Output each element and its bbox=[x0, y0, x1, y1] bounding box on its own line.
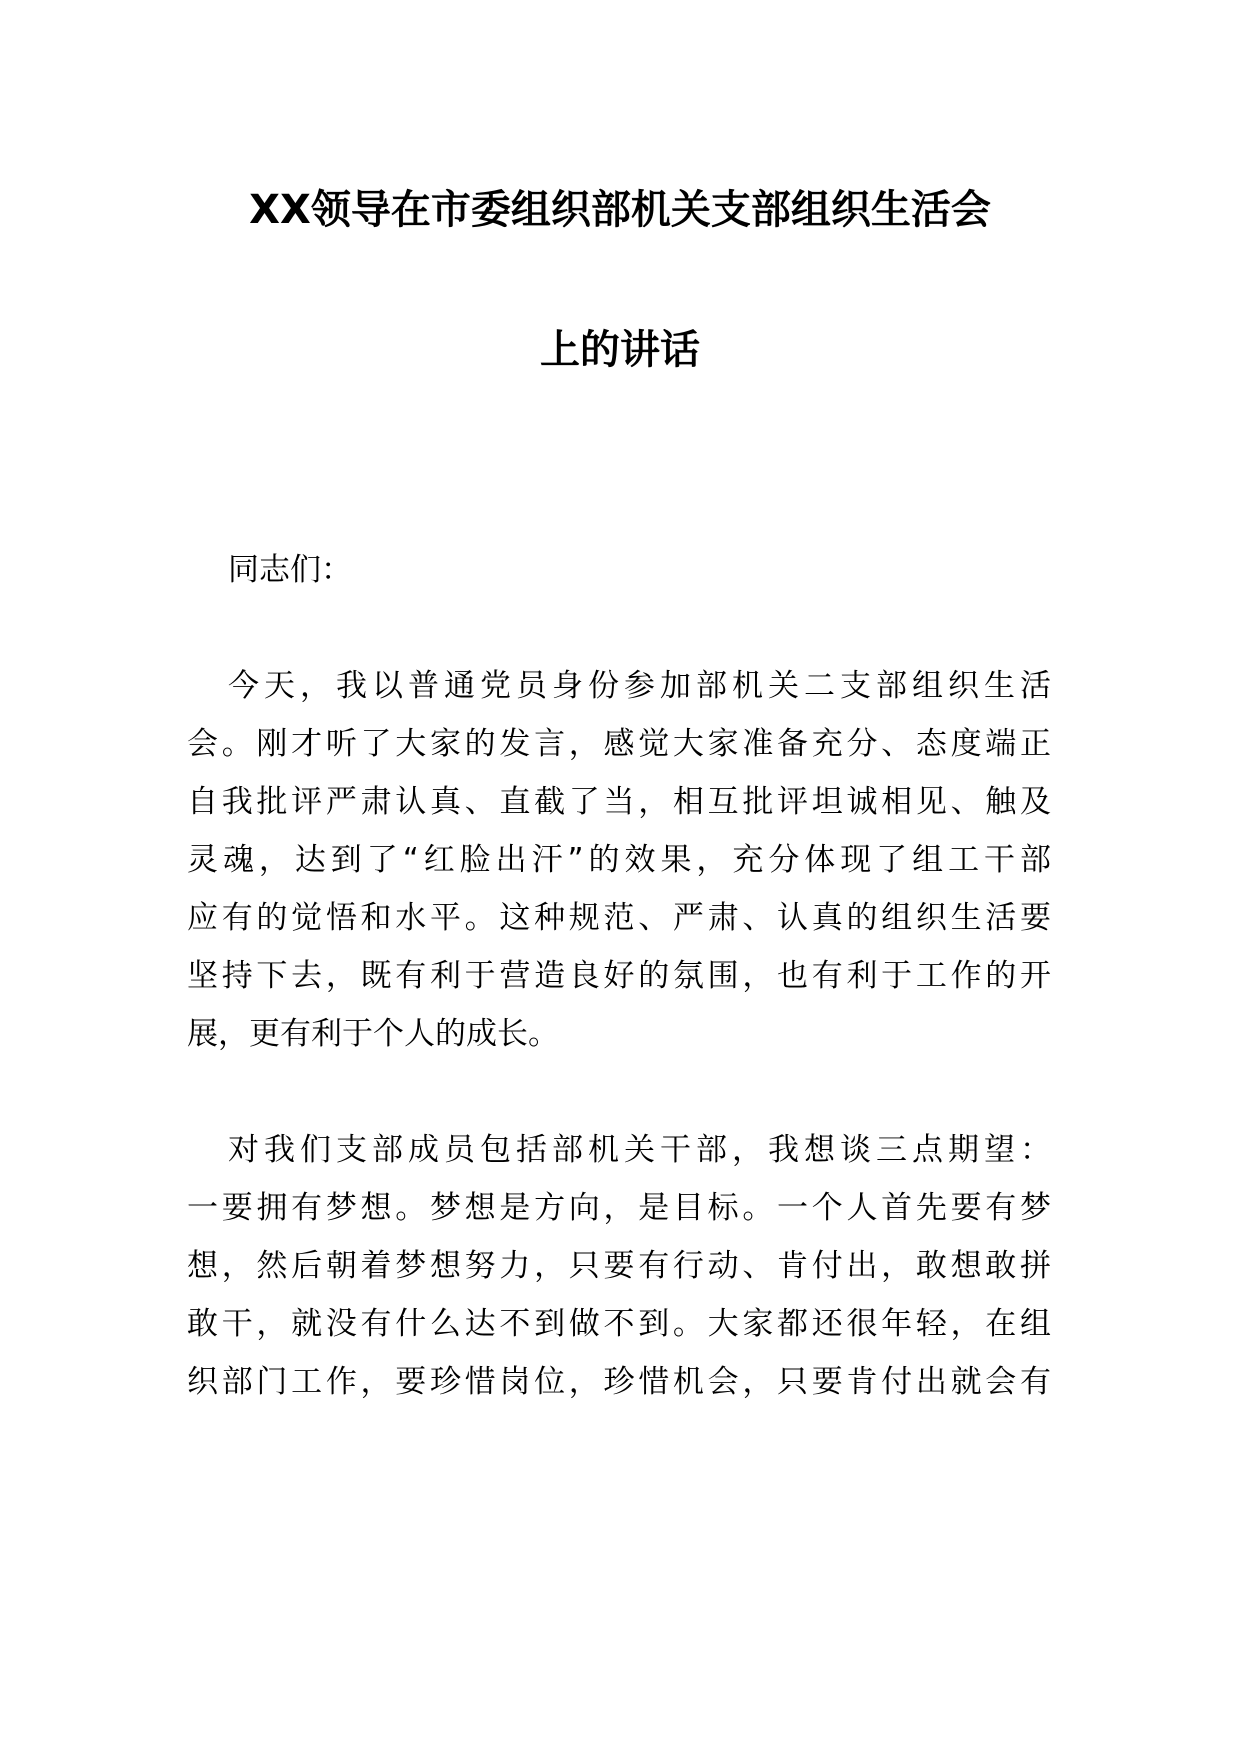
salutation: 同志们： bbox=[228, 552, 352, 588]
text-line: 展，更有利于个人的成长。 bbox=[187, 1016, 559, 1052]
text-line: 敢干，就没有什么达不到做不到。大家都还很年轻，在组 bbox=[187, 1306, 1051, 1342]
text-line: 会。刚才听了大家的发言，感觉大家准备充分、态度端正 bbox=[187, 726, 1051, 762]
text-line: 灵魂，达到了“红脸出汗”的效果，充分体现了组工干部 bbox=[187, 842, 1051, 878]
text-line: 坚持下去，既有利于营造良好的氛围，也有利于工作的开 bbox=[187, 958, 1051, 994]
text-line: 想，然后朝着梦想努力，只要有行动、肯付出，敢想敢拼 bbox=[187, 1248, 1051, 1284]
text-line: 织部门工作，要珍惜岗位，珍惜机会，只要肯付出就会有 bbox=[187, 1364, 1051, 1400]
text-line: 应有的觉悟和水平。这种规范、严肃、认真的组织生活要 bbox=[187, 900, 1051, 936]
text-line: 一要拥有梦想。梦想是方向，是目标。一个人首先要有梦 bbox=[187, 1190, 1051, 1226]
document-title-line-2: 上的讲话 bbox=[540, 327, 700, 373]
text-line: 自我批评严肃认真、直截了当，相互批评坦诚相见、触及 bbox=[187, 784, 1051, 820]
text-line: 今天，我以普通党员身份参加部机关二支部组织生活 bbox=[228, 668, 1051, 704]
document-title-line-1: XX领导在市委组织部机关支部组织生活会 bbox=[249, 187, 991, 233]
text-line: 对我们支部成员包括部机关干部，我想谈三点期望： bbox=[228, 1132, 1051, 1168]
